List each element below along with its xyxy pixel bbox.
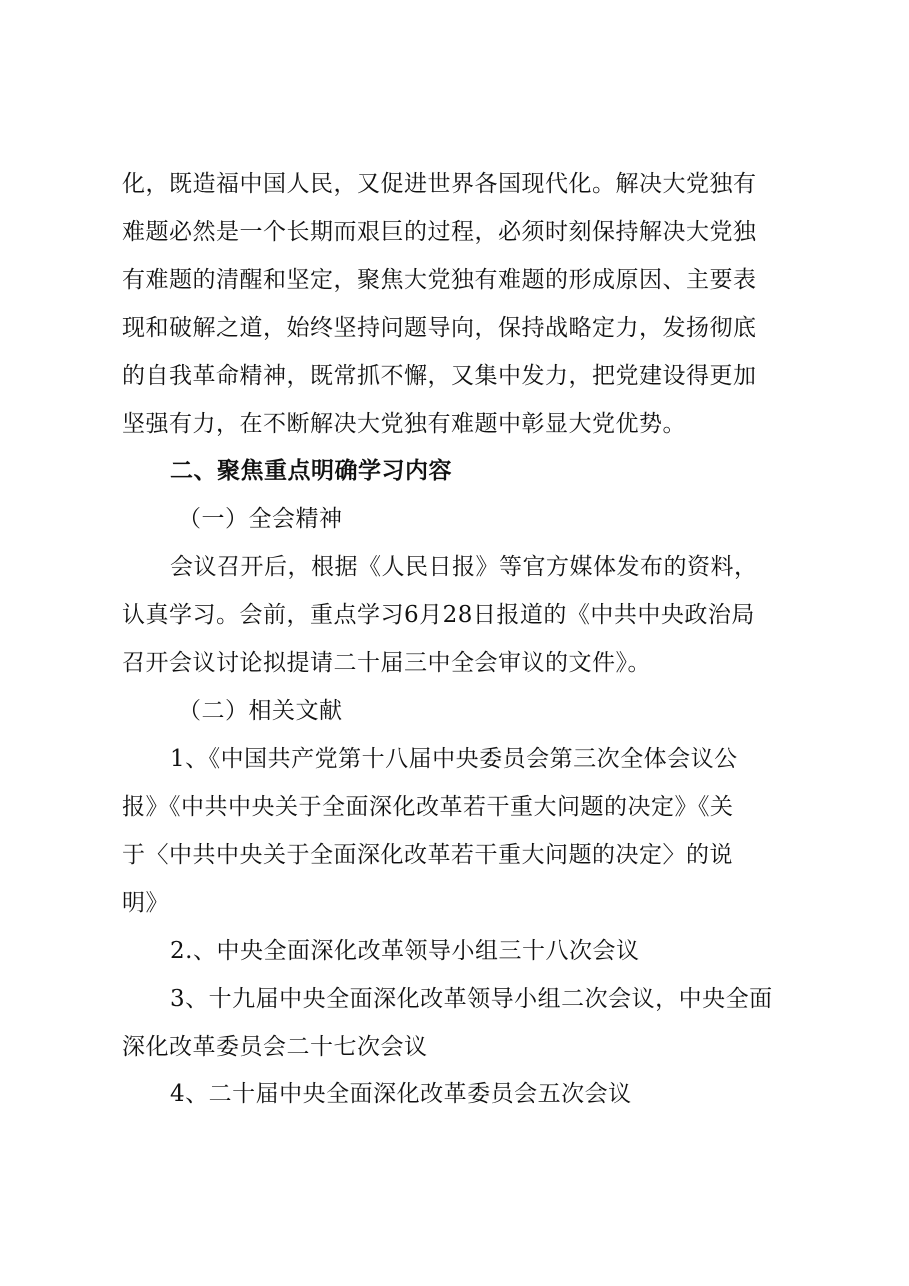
list-item-line: 明》 — [122, 890, 169, 916]
paragraph-line: 有难题的清醒和坚定，聚焦大党独有难题的形成原因、主要表 — [122, 267, 757, 293]
list-item-line: 3、十九届中央全面深化改革领导小组二次会议，中央全面 — [170, 986, 773, 1012]
paragraph-line: 的自我革命精神，既常抓不懈，又集中发力，把党建设得更加 — [122, 363, 757, 389]
list-item-line: 2.、中央全面深化改革领导小组三十八次会议 — [170, 938, 640, 964]
list-item-line: 深化改革委员会二十七次会议 — [122, 1034, 428, 1060]
paragraph-line: 化，既造福中国人民，又促进世界各国现代化。解决大党独有 — [122, 171, 757, 197]
paragraph-line: 现和破解之道，始终坚持问题导向，保持战略定力，发扬彻底 — [122, 315, 757, 341]
list-item-line: 4、二十届中央全面深化改革委员会五次会议 — [170, 1081, 632, 1107]
paragraph-line: 会议召开后，根据《人民日报》等官方媒体发布的资料， — [170, 554, 758, 580]
list-item-line: 报》《中共中央关于全面深化改革若干重大问题的决定》《关 — [122, 794, 734, 820]
section-heading: 二、聚焦重点明确学习内容 — [170, 458, 452, 484]
list-item-line: 于〈中共中央关于全面深化改革若干重大问题的决定〉的说 — [122, 842, 733, 868]
paragraph-line: 召开会议讨论拟提请二十届三中全会审议的文件》。 — [122, 650, 651, 676]
list-item-line: 1、《中国共产党第十八届中央委员会第三次全体会议公 — [170, 746, 738, 772]
subsection-heading: （一）全会精神 — [178, 506, 343, 532]
subsection-heading: （二）相关文献 — [178, 698, 343, 724]
paragraph-line: 认真学习。会前，重点学习6月28日报道的《中共中央政治局 — [122, 602, 755, 628]
paragraph-line: 难题必然是一个长期而艰巨的过程，必须时刻保持解决大党独 — [122, 219, 757, 245]
paragraph-line: 坚强有力，在不断解决大党独有难题中彰显大党优势。 — [122, 411, 686, 437]
